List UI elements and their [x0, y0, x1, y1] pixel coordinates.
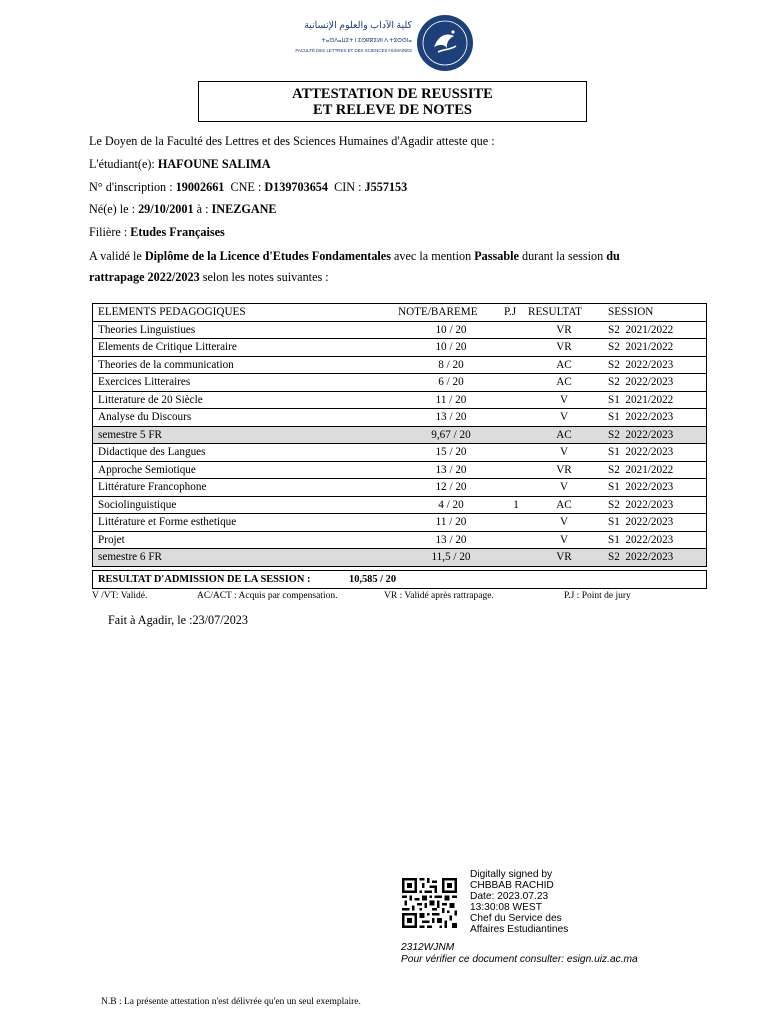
- cell-pj: [504, 374, 528, 392]
- legend-ac: AC/ACT : Acquis par compensation.: [197, 591, 338, 601]
- header-elements: ELEMENTS PEDAGOGIQUES: [93, 304, 399, 322]
- signature-line: Date: 2023.07.23: [470, 891, 549, 902]
- cell-session: S2 2022/2023: [600, 496, 707, 514]
- table-row: [93, 409, 707, 427]
- table-row: [93, 321, 707, 339]
- cell-note: 15 / 20: [398, 444, 504, 462]
- cell-session: S2 2022/2023: [600, 549, 707, 567]
- table-header-row: [93, 304, 707, 322]
- birth-date: 29/10/2001: [138, 202, 194, 216]
- table-row: [93, 514, 707, 532]
- cell-resultat: V: [528, 531, 600, 549]
- intro-line: Le Doyen de la Faculté des Lettres et des Sciences Humaines d'Agadir atteste que :: [89, 134, 495, 148]
- document-code: 2312WJNM: [401, 942, 455, 953]
- student-name: HAFOUNE SALIMA: [157, 157, 271, 171]
- cell-session: S2 2021/2022: [600, 461, 707, 479]
- table-row: [93, 531, 707, 549]
- semester-row: [93, 549, 707, 567]
- cell-session: S2 2021/2022: [600, 339, 707, 357]
- header-resultat: RESULTAT: [528, 304, 600, 322]
- cell-session: S2 2022/2023: [600, 374, 707, 392]
- cell-note: 11 / 20: [398, 391, 504, 409]
- faculty-name-arabic: كلية الآداب والعلوم الإنسانية: [304, 21, 412, 31]
- session-prefix: durant la session: [521, 249, 604, 263]
- cell-note: 4 / 20: [398, 496, 504, 514]
- cell-element: Theories Linguistiues: [93, 321, 399, 339]
- cell-element: Projet: [93, 531, 399, 549]
- cell-session: S1 2022/2023: [600, 444, 707, 462]
- legend-pj: P.J : Point de jury: [564, 591, 631, 601]
- signature-line: 13:30:08 WEST: [470, 902, 542, 913]
- cell-resultat: V: [528, 479, 600, 497]
- title-line-1: ATTESTATION DE REUSSITE: [292, 86, 493, 102]
- signature-line: CHBBAB RACHID: [470, 880, 554, 891]
- cell-note: 13 / 20: [398, 461, 504, 479]
- legend-vr: VR : Validé après rattrapage.: [384, 591, 494, 601]
- cell-note: 12 / 20: [398, 479, 504, 497]
- footnote: N.B : La présente attestation n'est délivrée qu'en un seul exemplaire.: [101, 997, 361, 1007]
- cell-resultat: V: [528, 444, 600, 462]
- cell-resultat: V: [528, 514, 600, 532]
- cell-pj: [504, 339, 528, 357]
- cell-element: Litterature de 20 Siècle: [93, 391, 399, 409]
- cell-note: 9,67 / 20: [398, 426, 504, 444]
- mention-prefix: avec la mention: [394, 249, 472, 263]
- cell-pj: [504, 356, 528, 374]
- cell-resultat: AC: [528, 356, 600, 374]
- cell-note: 10 / 20: [398, 321, 504, 339]
- cell-element: Littérature Francophone: [93, 479, 399, 497]
- cell-pj: [504, 391, 528, 409]
- cell-element: Sociolinguistique: [93, 496, 399, 514]
- cell-resultat: VR: [528, 321, 600, 339]
- session-suffix: selon les notes suivantes :: [202, 270, 329, 284]
- signature-line: Digitally signed by: [470, 869, 553, 880]
- cell-resultat: AC: [528, 374, 600, 392]
- cell-resultat: VR: [528, 461, 600, 479]
- digital-signature: [470, 869, 568, 935]
- diploma-name: Diplôme de la Licence d'Etudes Fondamentales: [144, 249, 391, 263]
- cell-pj: [504, 549, 528, 567]
- cell-session: S2 2022/2023: [600, 356, 707, 374]
- cin-label: CIN :: [334, 180, 362, 194]
- grades-table: [92, 303, 707, 567]
- birth-place: INEZGANE: [211, 202, 277, 216]
- cell-note: 6 / 20: [398, 374, 504, 392]
- place-date: Fait à Agadir, le :23/07/2023: [108, 613, 248, 627]
- table-row: [93, 479, 707, 497]
- legend-v: V /VT: Validé.: [92, 591, 148, 601]
- table-row: [93, 461, 707, 479]
- cell-session: S2 2022/2023: [600, 426, 707, 444]
- table-row: [93, 444, 707, 462]
- cin-value: J557153: [364, 180, 408, 194]
- cell-session: S1 2022/2023: [600, 531, 707, 549]
- cell-pj: [504, 479, 528, 497]
- cell-note: 11 / 20: [398, 514, 504, 532]
- admission-result: [92, 570, 707, 589]
- document-title: [198, 81, 587, 122]
- cell-session: S2 2021/2022: [600, 321, 707, 339]
- semester-row: [93, 426, 707, 444]
- cne-label: CNE :: [230, 180, 262, 194]
- result-label: RESULTAT D'ADMISSION DE LA SESSION :: [98, 574, 311, 585]
- table-row: [93, 356, 707, 374]
- cell-note: 8 / 20: [398, 356, 504, 374]
- cell-resultat: V: [528, 409, 600, 427]
- cell-pj: [504, 321, 528, 339]
- cell-note: 13 / 20: [398, 531, 504, 549]
- student-label: L'étudiant(e):: [89, 157, 155, 171]
- table-row: [93, 374, 707, 392]
- student-line: [89, 157, 271, 172]
- cell-pj: [504, 426, 528, 444]
- cell-session: S1 2022/2023: [600, 514, 707, 532]
- inscription-number: 19002661: [175, 180, 225, 194]
- cell-pj: 1: [504, 496, 528, 514]
- mention-value: Passable: [474, 249, 519, 263]
- filiere-value: Etudes Françaises: [130, 225, 225, 239]
- cell-element: Exercices Litteraires: [93, 374, 399, 392]
- cell-resultat: VR: [528, 339, 600, 357]
- cell-pj: [504, 514, 528, 532]
- header-note: NOTE/BAREME: [398, 304, 504, 322]
- birth-line: [89, 202, 277, 217]
- cell-session: S1 2021/2022: [600, 391, 707, 409]
- qr-code-icon: [402, 878, 457, 928]
- cell-pj: [504, 409, 528, 427]
- birth-place-label: à :: [196, 202, 209, 216]
- cell-element: Didactique des Langues: [93, 444, 399, 462]
- header-session: SESSION: [600, 304, 707, 322]
- validation-line-1: [89, 249, 620, 264]
- header-pj: P.J: [504, 304, 528, 322]
- table-row: [93, 339, 707, 357]
- cell-resultat: AC: [528, 496, 600, 514]
- validated-prefix: A validé le: [89, 249, 142, 263]
- cell-element: Elements de Critique Litteraire: [93, 339, 399, 357]
- signature-line: Chef du Service des: [470, 913, 562, 924]
- cell-element: Approche Semiotique: [93, 461, 399, 479]
- cell-pj: [504, 461, 528, 479]
- cell-note: 10 / 20: [398, 339, 504, 357]
- signature-line: Affaires Estudiantines: [470, 924, 569, 935]
- cne-value: D139703654: [264, 180, 328, 194]
- cell-element: Theories de la communication: [93, 356, 399, 374]
- cell-element: Littérature et Forme esthetique: [93, 514, 399, 532]
- table-body: [93, 321, 707, 566]
- birth-label: Né(e) le :: [89, 202, 136, 216]
- cell-pj: [504, 531, 528, 549]
- faculty-name-tifinagh: ⵜⴰⵙⴷⴰⵡⵉⵜ ⵏ ⵉⵙⴽⴽⵉⵍⵏ ⴷ ⵜⵓⵙⵙⵏⴰ: [321, 38, 412, 44]
- cell-resultat: AC: [528, 426, 600, 444]
- session-name: rattrapage 2022/2023: [89, 270, 200, 284]
- ids-line: [89, 180, 407, 195]
- cell-pj: [504, 444, 528, 462]
- cell-note: 13 / 20: [398, 409, 504, 427]
- title-line-2: ET RELEVE DE NOTES: [313, 102, 472, 118]
- filiere-label: Filière :: [89, 225, 128, 239]
- table-row: [93, 496, 707, 514]
- inscription-label: N° d'inscription :: [89, 180, 173, 194]
- cell-note: 11,5 / 20: [398, 549, 504, 567]
- verify-link[interactable]: Pour vérifier ce document consulter: esign.uiz.ac.ma: [401, 954, 638, 965]
- filiere-line: [89, 225, 225, 240]
- cell-resultat: VR: [528, 549, 600, 567]
- session-word: du: [606, 249, 620, 263]
- cell-element: semestre 5 FR: [93, 426, 399, 444]
- table-row: [93, 391, 707, 409]
- university-seal-icon: [416, 14, 474, 72]
- faculty-logo: [282, 14, 478, 68]
- cell-session: S1 2022/2023: [600, 409, 707, 427]
- cell-session: S1 2022/2023: [600, 479, 707, 497]
- cell-element: semestre 6 FR: [93, 549, 399, 567]
- cell-element: Analyse du Discours: [93, 409, 399, 427]
- cell-resultat: V: [528, 391, 600, 409]
- result-value: 10,585 / 20: [349, 574, 397, 585]
- faculty-name-french: FACULTÉ DES LETTRES ET DES SCIENCES HUMAINES: [295, 48, 412, 53]
- validation-line-2: [89, 270, 329, 285]
